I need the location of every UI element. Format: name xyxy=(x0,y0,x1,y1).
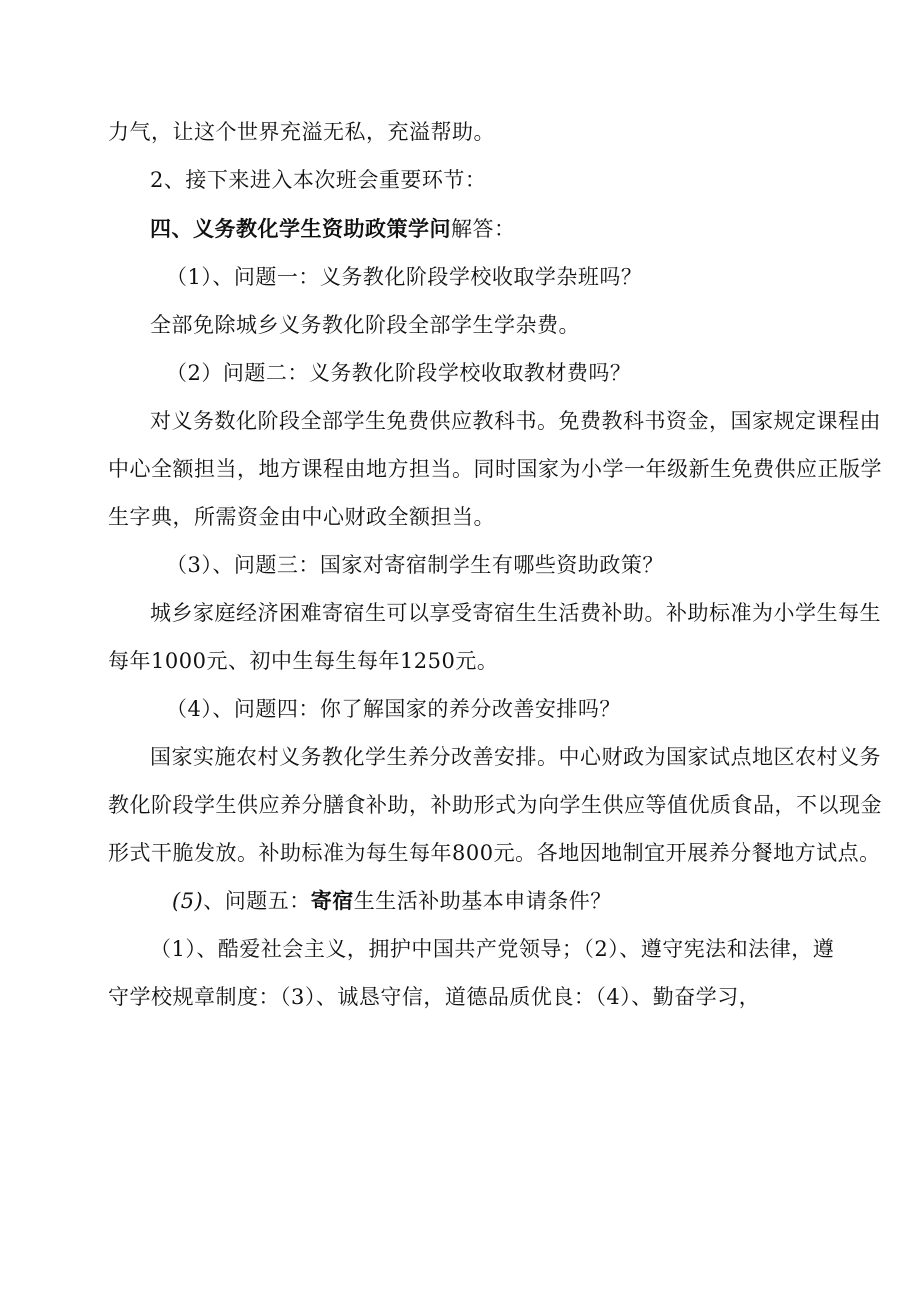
answer-line: 生字典，所需资金由中心财政全额担当。 xyxy=(108,505,495,529)
answer-line: 教化阶段学生供应养分膳食补助，补助形式为向学生供应等值优质食品，不以现金 xyxy=(108,793,882,817)
question-line: （1）、问题一：义务教化阶段学校收取学杂班吗？ xyxy=(166,265,643,289)
answer-line: 对义务数化阶段全部学生免费供应教科书。免费教科书资金，国家规定课程由 xyxy=(150,409,881,433)
paragraph-line: 力气，让这个世界充溢无私，充溢帮助。 xyxy=(108,120,495,144)
question-line: （2）问题二：义务教化阶段学校收取教材费吗？ xyxy=(166,361,632,385)
section-heading xyxy=(150,215,870,243)
question-number: (5) xyxy=(172,889,204,913)
answer-line: 城乡家庭经济困难寄宿生可以享受寄宿生生活费补助。补助标准为小学生每生 xyxy=(150,601,881,625)
question-line: （4）、问题四：你了解国家的养分改善安排吗？ xyxy=(166,697,621,721)
question-line xyxy=(172,887,892,915)
answer-line: 国家实施农村义务教化学生养分改善安排。中心财政为国家试点地区农村义务 xyxy=(150,745,881,769)
question-bold-word: 寄宿 xyxy=(310,888,354,913)
question-prefix: 、问题五： xyxy=(203,889,311,913)
answer-line: 形式干脆发放。补助标准为每生每年800元。各地因地制宜开展养分餐地方试点。 xyxy=(108,841,881,865)
section-heading-tail: 解答： xyxy=(451,217,516,241)
question-line: （3）、问题三：国家对寄宿制学生有哪些资助政策？ xyxy=(166,553,664,577)
answer-line: 中心全额担当，地方课程由地方担当。同时国家为小学一年级新生免费供应正版学 xyxy=(108,457,882,481)
answer-line: 守学校规章制度：（3）、诚恳守信，道德品质优良：（4）、勤奋学习， xyxy=(108,985,761,1009)
answer-line: （1）、酷爱社会主义，拥护中国共产党领导；（2）、遵守宪法和法律，遵 xyxy=(150,937,835,961)
paragraph-line: 2、接下来进入本次班会重要环节： xyxy=(150,168,487,192)
section-heading-bold: 四、义务教化学生资助政策学问 xyxy=(150,216,451,241)
answer-line: 全部免除城乡义务教化阶段全部学生学杂费。 xyxy=(150,313,580,337)
question-rest: 生生活补助基本申请条件？ xyxy=(353,889,612,913)
answer-line: 每年1000元、初中生每生每年1250元。 xyxy=(108,649,499,673)
